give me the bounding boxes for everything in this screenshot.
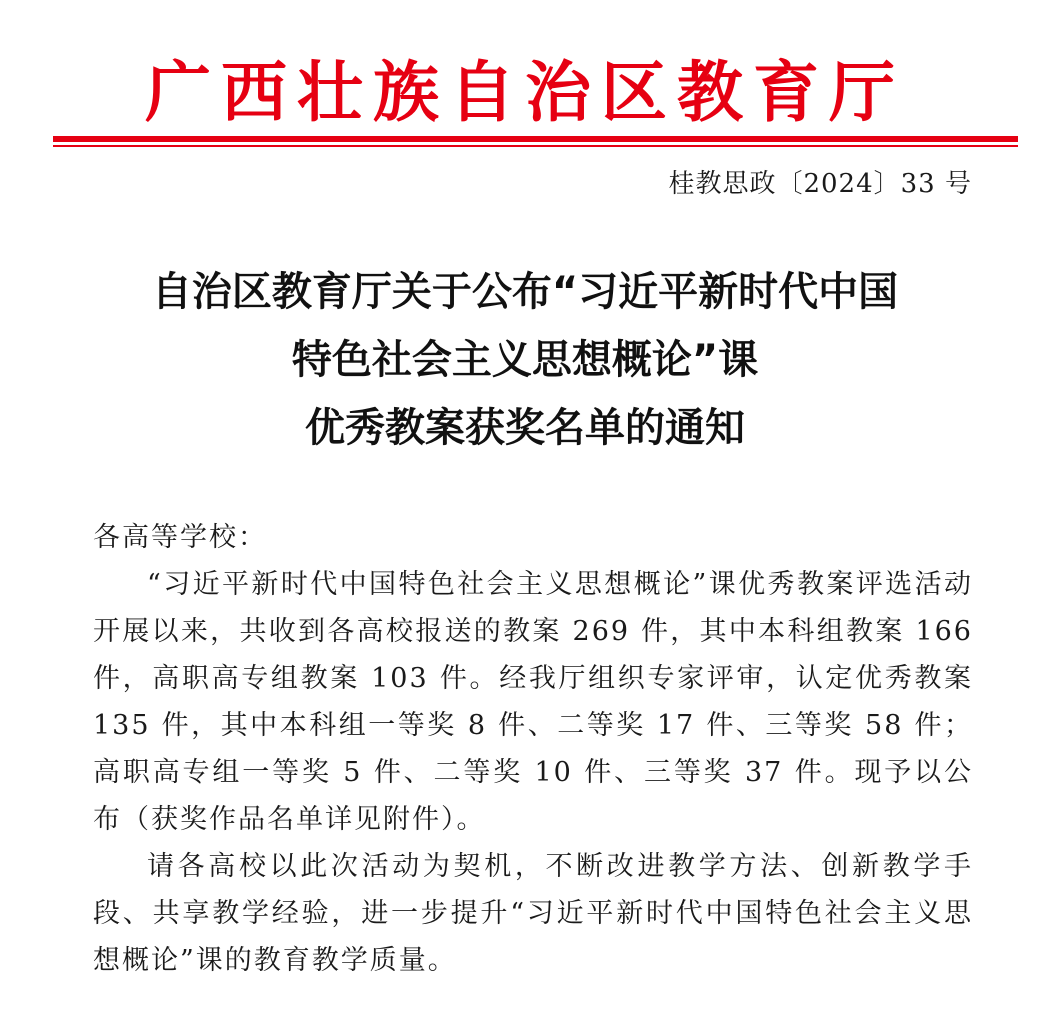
document-title-line-3: 优秀教案获奖名单的通知 (305, 405, 745, 451)
document-number: 桂教思政〔2024〕33 号 (668, 169, 972, 199)
document-title-line-1: 自治区教育厅关于公布“习近平新时代中国 (151, 269, 899, 315)
issuing-organization-header: 广西壮族自治区教育厅 (145, 53, 905, 131)
red-separator-thick (53, 136, 1018, 142)
body-paragraph-2: 请各高校以此次活动为契机，不断改进教学方法、创新教学手段、共享教学经验，进一步提升“习近平新时代中国特色社会主义思想概论”课的教育教学质量。 (93, 851, 973, 976)
salutation: 各高等学校： (93, 522, 267, 553)
red-separator-thin (53, 145, 1018, 147)
document-body (93, 514, 973, 984)
document-title-line-2: 特色社会主义思想概论”课 (291, 337, 759, 383)
document-title (0, 258, 1050, 462)
body-paragraph-1: “习近平新时代中国特色社会主义思想概论”课优秀教案评选活动开展以来，共收到各高校报送的教案 269 件，其中本科组教案 166 件，高职高专组教案 103 件。经我厅组织专家评审，认定优秀教案 135 件，其中本科组一等奖 8 件、二等奖 17 件、三等奖 58 件；高职高专组一等奖 5 件、二等奖 10 件、三等奖 37 件。现予以公布（获奖作品名单详见附件）。 (93, 569, 973, 835)
